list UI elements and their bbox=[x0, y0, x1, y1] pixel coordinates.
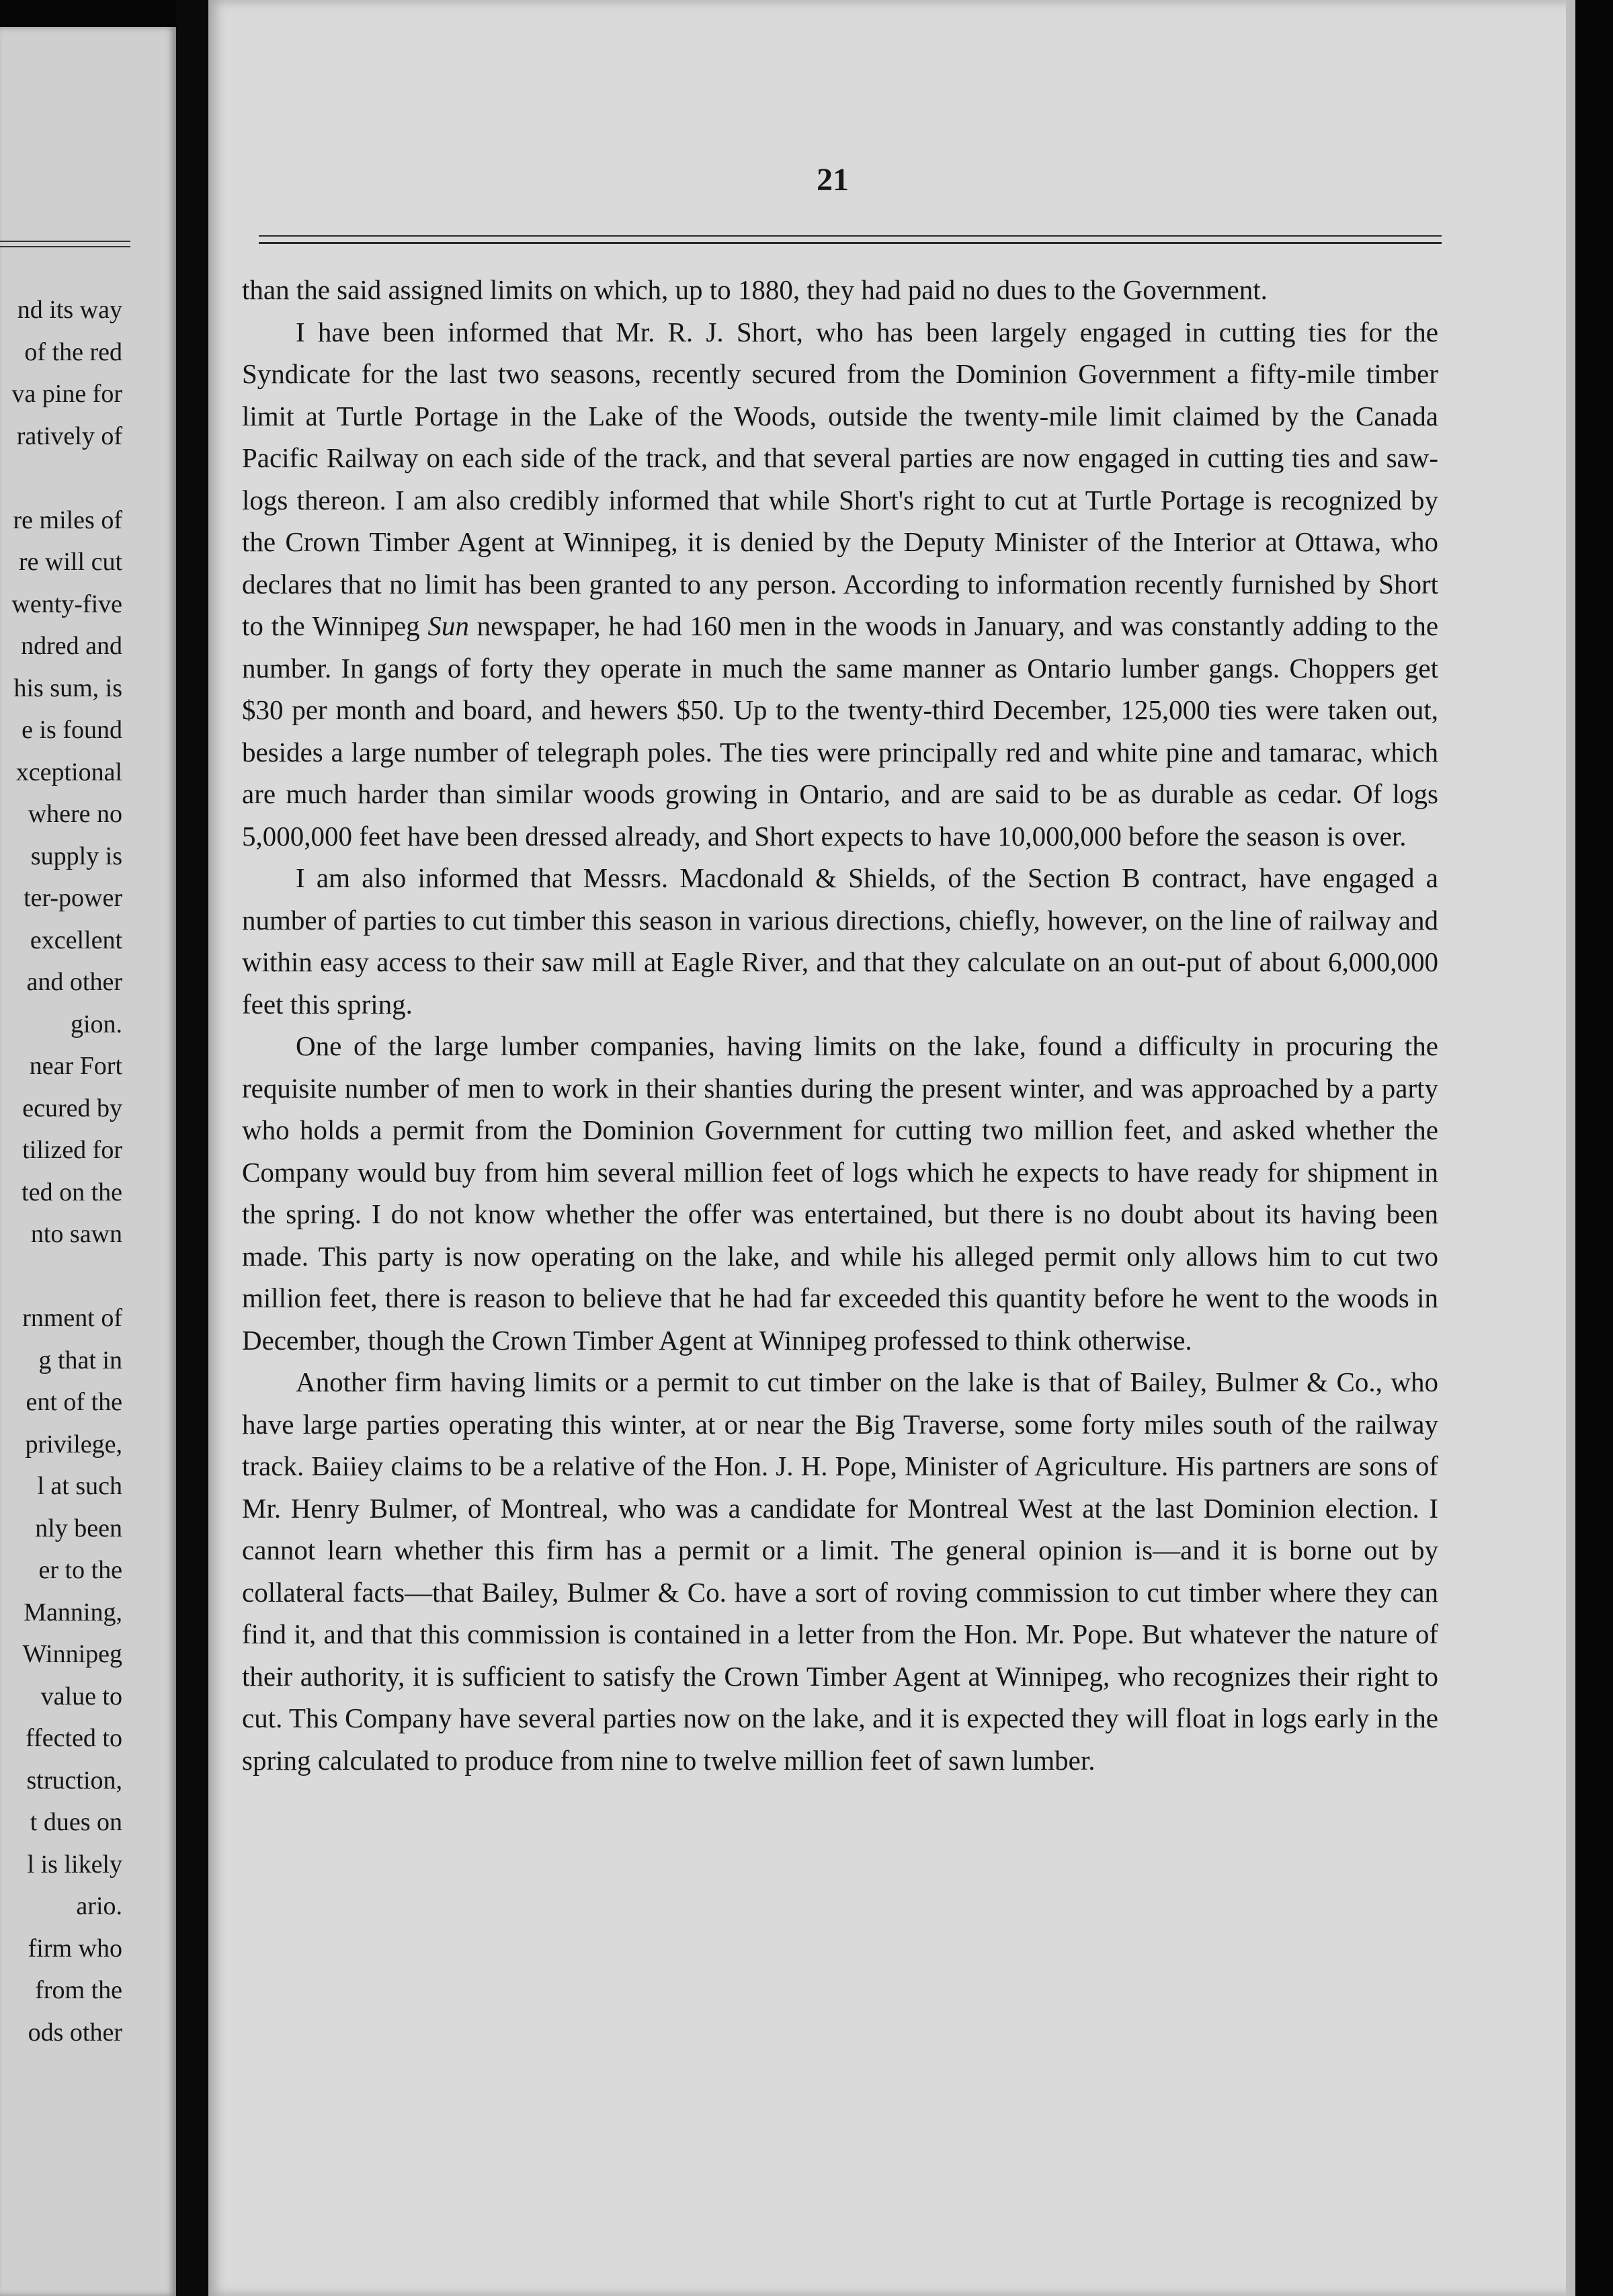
book-gutter bbox=[176, 0, 208, 2296]
facing-line: nly been bbox=[35, 1514, 122, 1543]
paragraph-2 bbox=[242, 311, 1438, 858]
newspaper-name: Sun bbox=[427, 610, 469, 641]
paragraph-2-text: I have been informed that Mr. R. J. Short, who has been largely engaged in cutting ties for the Syndicate for the last two seasons, recently secured from the Dominion Government a fifty-mile timber limit at Turtle Portage in the Lake of the Woods, outside the twenty-mile limit claimed by the Canada Pacific Railway on each side of the track, and that several parties are now engaged in cutting ties and saw-logs thereon. I am also credibly informed that while Short's right to cut at Turtle Portage is recognized by the Crown Timber Agent at Winnipeg, it is denied by the Deputy Minister of the Interior at Ottawa, who declares that no limit has been granted to any person. According to information recently furnished by Short to the Winnipeg bbox=[242, 316, 1438, 641]
facing-page bbox=[0, 27, 176, 2296]
facing-line bbox=[0, 1256, 176, 1298]
facing-line bbox=[0, 457, 176, 499]
facing-line: ffected to bbox=[26, 1724, 122, 1752]
paragraph-2-continued: newspaper, he had 160 men in the woods in January, and was constantly adding to the number. In gangs of forty they operate in much the same manner as Ontario lumber gangs. Choppers get $30 per month and board, and hewers $50. Up to the twenty-third December, 125,000 ties were taken out, besides a large number of telegraph poles. The ties were principally red and white pine and tamarac, which are much harder than similar woods growing in Ontario, and are said to be as durable as cedar. Of logs 5,000,000 feet have been dressed already, and Short expects to have 10,000,000 before the season is over. bbox=[242, 610, 1439, 852]
facing-line: nd its way bbox=[17, 296, 122, 324]
page-number: 21 bbox=[817, 162, 849, 198]
page-edge-highlight bbox=[1566, 0, 1575, 2296]
paragraph-5: Another firm having limits or a permit to cut timber on the lake is that of Bailey, Bulmer & Co., who have large parties operating this winter, at or near the Big Traverse, some forty miles south of the railway track. Baiiey claims to be a relative of the Hon. J. H. Pope, Minister of Agriculture. His partners are sons of Mr. Henry Bulmer, of Montreal, who was a candidate for Montreal West at the last Dominion election. I cannot learn whether this firm has a permit or a limit. The general opinion is—and it is borne out by collateral facts—that Bailey, Bulmer & Co. have a sort of roving commission to cut timber where they can find it, and that this commission is contained in a letter from the Hon. Mr. Pope. But whatever the nature of their authority, it is sufficient to satisfy the Crown Timber Agent at Winnipeg, who recognizes their right to cut. This Company have several parties now on the lake, and it is expected they will float in logs early in the spring calculated to produce from nine to twelve million feet of sawn lumber. bbox=[242, 1366, 1438, 1776]
facing-line: ent of the bbox=[26, 1388, 122, 1416]
facing-line: g that in bbox=[38, 1346, 122, 1375]
facing-line: from the bbox=[35, 1976, 122, 2004]
paragraph-3: I am also informed that Messrs. Macdonald & Shields, of the Section B contract, have engaged a number of parties to cut timber this season in various directions, chiefly, however, on the line of railway and within easy access to their saw mill at Eagle River, and that they calculate on an out-put of about 6,000,000 feet this spring. bbox=[242, 862, 1438, 1020]
paragraph-4: One of the large lumber companies, having limits on the lake, found a difficulty in procuring the requisite number of men to work in their shanties during the present winter, and was approached by a party who holds a permit from the Dominion Government for cutting two million feet, and asked whether the Company would buy from him several million feet of logs which he expects to have ready for shipment in the spring. I do not know whether the offer was entertained, but there is no doubt about its having been made. This party is now operating on the lake, and while his alleged permit only allows him to cut two million feet, there is reason to believe that he had far exceeded this quantity before he went to the woods in December, though the Crown Timber Agent at Winnipeg professed to think otherwise. bbox=[242, 1030, 1438, 1356]
facing-line: Manning, bbox=[24, 1598, 122, 1627]
facing-line: va pine for bbox=[11, 380, 122, 408]
facing-line: re miles of bbox=[13, 505, 122, 534]
facing-line: ratively of bbox=[16, 421, 122, 450]
facing-line: xceptional bbox=[15, 757, 122, 786]
facing-line: er to the bbox=[38, 1556, 122, 1584]
facing-line: near Fort bbox=[29, 1052, 122, 1080]
facing-line: re will cut bbox=[18, 548, 122, 576]
facing-line: ecured by bbox=[22, 1094, 122, 1122]
facing-line: ods other bbox=[28, 2018, 122, 2047]
facing-line: l at such bbox=[37, 1472, 122, 1500]
facing-line: and other bbox=[26, 968, 122, 996]
facing-page-text bbox=[0, 289, 176, 2053]
facing-line: gion. bbox=[70, 1010, 122, 1038]
facing-line: ndred and bbox=[21, 632, 122, 660]
facing-line: nto sawn bbox=[30, 1220, 122, 1248]
facing-line: wenty-five bbox=[11, 589, 122, 618]
page-edge bbox=[1575, 0, 1594, 2296]
facing-line: supply is bbox=[30, 842, 122, 870]
header-rule bbox=[259, 235, 1442, 244]
facing-line: firm who bbox=[28, 1934, 122, 1963]
facing-line: Winnipeg bbox=[22, 1640, 122, 1668]
facing-line: rnment of bbox=[22, 1304, 122, 1332]
paragraph-1: than the said assigned limits on which, up to 1880, they had paid no dues to the Government. bbox=[242, 274, 1268, 305]
facing-line: ted on the bbox=[22, 1178, 122, 1206]
facing-line: value to bbox=[40, 1682, 122, 1711]
document-page bbox=[208, 0, 1594, 2296]
facing-line: privilege, bbox=[25, 1430, 122, 1459]
facing-line: ario. bbox=[76, 1892, 122, 1920]
facing-line: t dues on bbox=[30, 1808, 122, 1836]
facing-line: struction, bbox=[26, 1766, 122, 1795]
facing-line: excellent bbox=[30, 926, 122, 954]
facing-line: e is found bbox=[22, 716, 122, 744]
facing-line: his sum, is bbox=[13, 673, 122, 702]
body-text bbox=[242, 269, 1438, 1781]
facing-line: tilized for bbox=[22, 1136, 122, 1164]
facing-line: l is likely bbox=[27, 1850, 122, 1879]
facing-line: where no bbox=[28, 800, 122, 828]
facing-line: ter-power bbox=[24, 884, 122, 912]
facing-page-rule bbox=[0, 241, 130, 247]
facing-line: of the red bbox=[24, 337, 122, 366]
